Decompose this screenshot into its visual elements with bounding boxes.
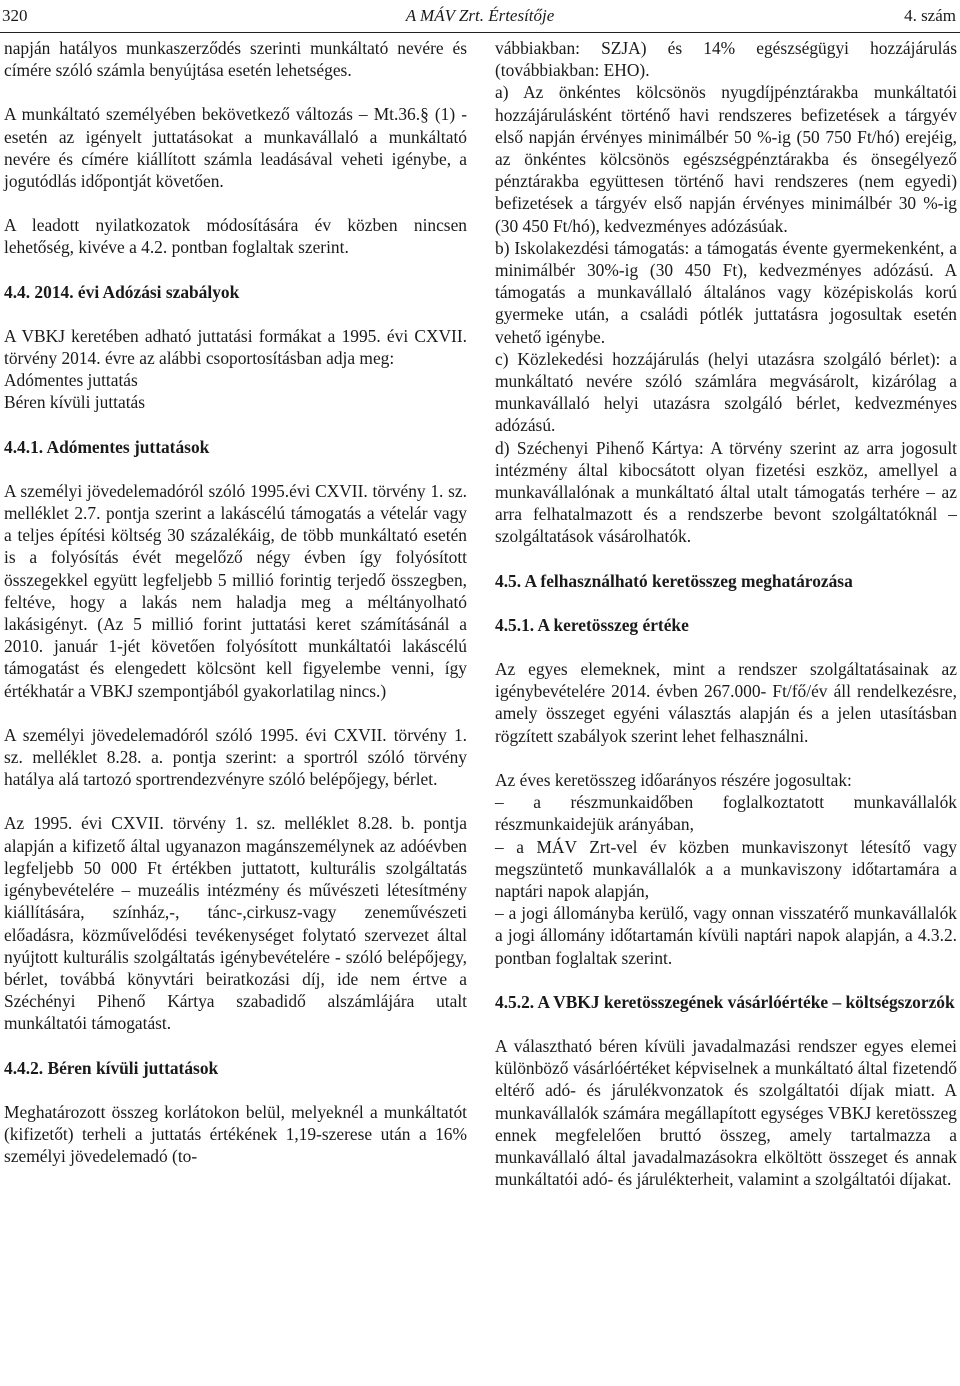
paragraph: A személyi jövedelemadóról szóló 1995. évi CXVII. törvény 1. sz. melléklet 8.28. a. pontja szerint: a sportról szóló törvény hatálya alá tartozó sportrendezvényre szóló belépőjegy, bérlet. [4, 724, 467, 790]
paragraph: d) Széchenyi Pihenő Kártya: A törvény szerint az arra jogosult intézmény által kibocsátott olyan fizetési eszköz, amellyel a munkavállalónak a munkáltató által utalt támogatás terhére – az arra felhatalmazott és a rendszerbe bevont szolgáltatóknál – szolgáltatások vásárolhatók. [495, 437, 957, 547]
list-item: Adómentes juttatás [4, 370, 138, 391]
section-heading: 4.4.1. Adómentes juttatások [4, 436, 210, 457]
list-item: – a részmunkaidőben foglalkoztatott munkavállalók részmunkaidejük arányában, [495, 792, 957, 835]
paragraph: b) Iskolakezdési támogatás: a támogatás évente gyermekenként, a minimálbér 30%-ig (30 450 Ft), kedvezményes adózású. A támogatás a munkavállaló általános vagy középiskolás korú gyermeke után, a családi pótlék juttatásra jogosultak esetén vehető igénybe. [495, 237, 957, 347]
page-number: 320 [2, 6, 28, 25]
paragraph: Az éves keretösszeg időarányos részére jogosultak: [495, 769, 852, 790]
section-heading: 4.5. A felhasználható keretösszeg meghatározása [495, 570, 853, 591]
paragraph: A választható béren kívüli javadalmazási rendszer egyes elemei különböző vásárlóértéket képviselnek a munkáltató által fizetendő eltérő adó- és járulékvonzatok és szolgáltatói díjak miatt. A munkavállalók számára megállapított egységes VBKJ keretösszeg ennek megfelelően bruttó összeg, amely tartalmazza a munkavállaló által javadalmazásokra elköltött összeget és annak munkáltatói adó- és járulékterheit, valamint a szolgáltatói díjakat. [495, 1035, 957, 1190]
paragraph: vábbiakban: SZJA) és 14% egészségügyi hozzájárulás (továbbiakban: EHO). [495, 38, 957, 81]
paragraph: A munkáltató személyében bekövetkező változás – Mt.36.§ (1) - esetén az igényelt juttatásokat a munkavállaló a munkáltató nevére és címére kiállított számla leadásával veheti igénybe, a jogutódlás időpontját követően. [4, 104, 467, 192]
list-item: Béren kívüli juttatás [4, 392, 146, 413]
section-heading: 4.4.2. Béren kívüli juttatások [4, 1057, 219, 1078]
paragraph: napján hatályos munkaszerződés szerinti munkáltató nevére és címére szóló számla benyújtása esetén lehetséges. [4, 38, 467, 81]
paragraph: c) Közlekedési hozzájárulás (helyi utazásra szolgáló bérlet): a munkáltató nevére szóló számlára megvásárolt, kizárólag a munkavállaló helyi utazásra szolgáló bérlet, kedvezményes adózású. [495, 348, 957, 436]
paragraph: A leadott nyilatkozatok módosítására év közben nincsen lehetőség, kivéve a 4.2. pontban foglaltak szerint. [4, 215, 467, 258]
list-item: – a jogi állományba kerülő, vagy onnan visszatérő munkavállalók a jogi állomány időtartamán kívüli naptári napok alapján, a 4.3.2. pontban foglaltak szerint. [495, 903, 957, 968]
paragraph: Az 1995. évi CXVII. törvény 1. sz. melléklet 8.28. b. pontja alapján a kifizető által ugyanazon magánszemélynek az adóévben legfeljebb 50 000 Ft értékben juttatott, kulturális szolgáltatás igénybevételére – muzeális intézmény és művészeti létesítmény kiállítására, színház,-, tánc-,cirkusz-vagy zeneművészeti előadásra, közművelődési tevékenységet folytató szervezet által nyújtott kulturális szolgáltatás igénybevételére - szóló belépőjegy, bérlet, továbbá könyvtári beiratkozási díj, ide nem értve a Széchényi Pihenő Kártya szabadidő alszámlájára utalt munkáltatói támogatást. [4, 813, 467, 1034]
paragraph: A személyi jövedelemadóról szóló 1995.évi CXVII. törvény 1. sz. melléklet 2.7. pontja szerint a lakáscélú támogatás a vételár vagy a teljes építési költség 30 százalékáig, de több munkáltató esetén is a folyósítás évét megelőző négy évben így folyósított összegekkel együtt legfeljebb 5 millió forintig terjedő összegben, feltéve, hogy a lakás nem haladja meg a méltányolható lakásigényt. (Az 5 millió forint juttatási keret számításánál a 2010. január 1-jét követően folyósított munkáltatói lakáscélú támogatást és elengedett kölcsönt kell figyelembe venni, így értékhatár a VBKJ szempontjából gyakorlatilag nincs.) [4, 480, 467, 701]
list-item: – a MÁV Zrt-vel év közben munkaviszonyt létesítő vagy megszüntető munkavállalók a a munkaviszony időtartamára a naptári napok alapján, [495, 836, 957, 901]
paragraph: Meghatározott összeg korlátokon belül, melyeknél a munkáltatót (kifizetőt) terheli a juttatás értékének 1,19-szerese után a 16% személyi jövedelemadó (to- [4, 1101, 467, 1167]
paragraph: Az egyes elemeknek, mint a rendszer szolgáltatásainak az igénybevételére 2014. évben 267.000- Ft/fő/év áll rendelkezésre, amely összeget egyéni választás alapján és a jelen utasításban rögzített szabályok szerint lehet felhasználni. [495, 659, 957, 746]
section-heading: 4.5.1. A keretösszeg értéke [495, 614, 689, 635]
left-column [4, 37, 467, 1167]
header-rule [0, 32, 960, 33]
page-header [0, 0, 960, 34]
right-column [495, 37, 957, 1190]
section-heading: 4.4. 2014. évi Adózási szabályok [4, 281, 240, 302]
issue-number: 4. szám [904, 6, 956, 25]
paragraph: a) Az önkéntes kölcsönös nyugdíjpénztárakba munkáltatói hozzájárulásként történő havi rendszeres befizetések a tárgyév első napján érvényes minimálbér 50 %-ig (50 750 Ft/hó) erejéig, az önkéntes kölcsönös egészségpénztárakba és önsegélyező pénztárakba együttesen történő havi rendszeres (nem egyedi) befizetések a tárgyév első napján érvényes minimálbér 30 %-ig (30 450 Ft/hó), kedvezményes adózásúak. [495, 82, 957, 236]
journal-title: A MÁV Zrt. Értesítője [405, 6, 555, 25]
section-heading: 4.5.2. A VBKJ keretösszegének vásárlóértéke – költségszorzók [495, 991, 955, 1012]
paragraph: A VBKJ keretében adható juttatási formákat a 1995. évi CXVII. törvény 2014. évre az alábbi csoportosításban adja meg: [4, 325, 467, 369]
